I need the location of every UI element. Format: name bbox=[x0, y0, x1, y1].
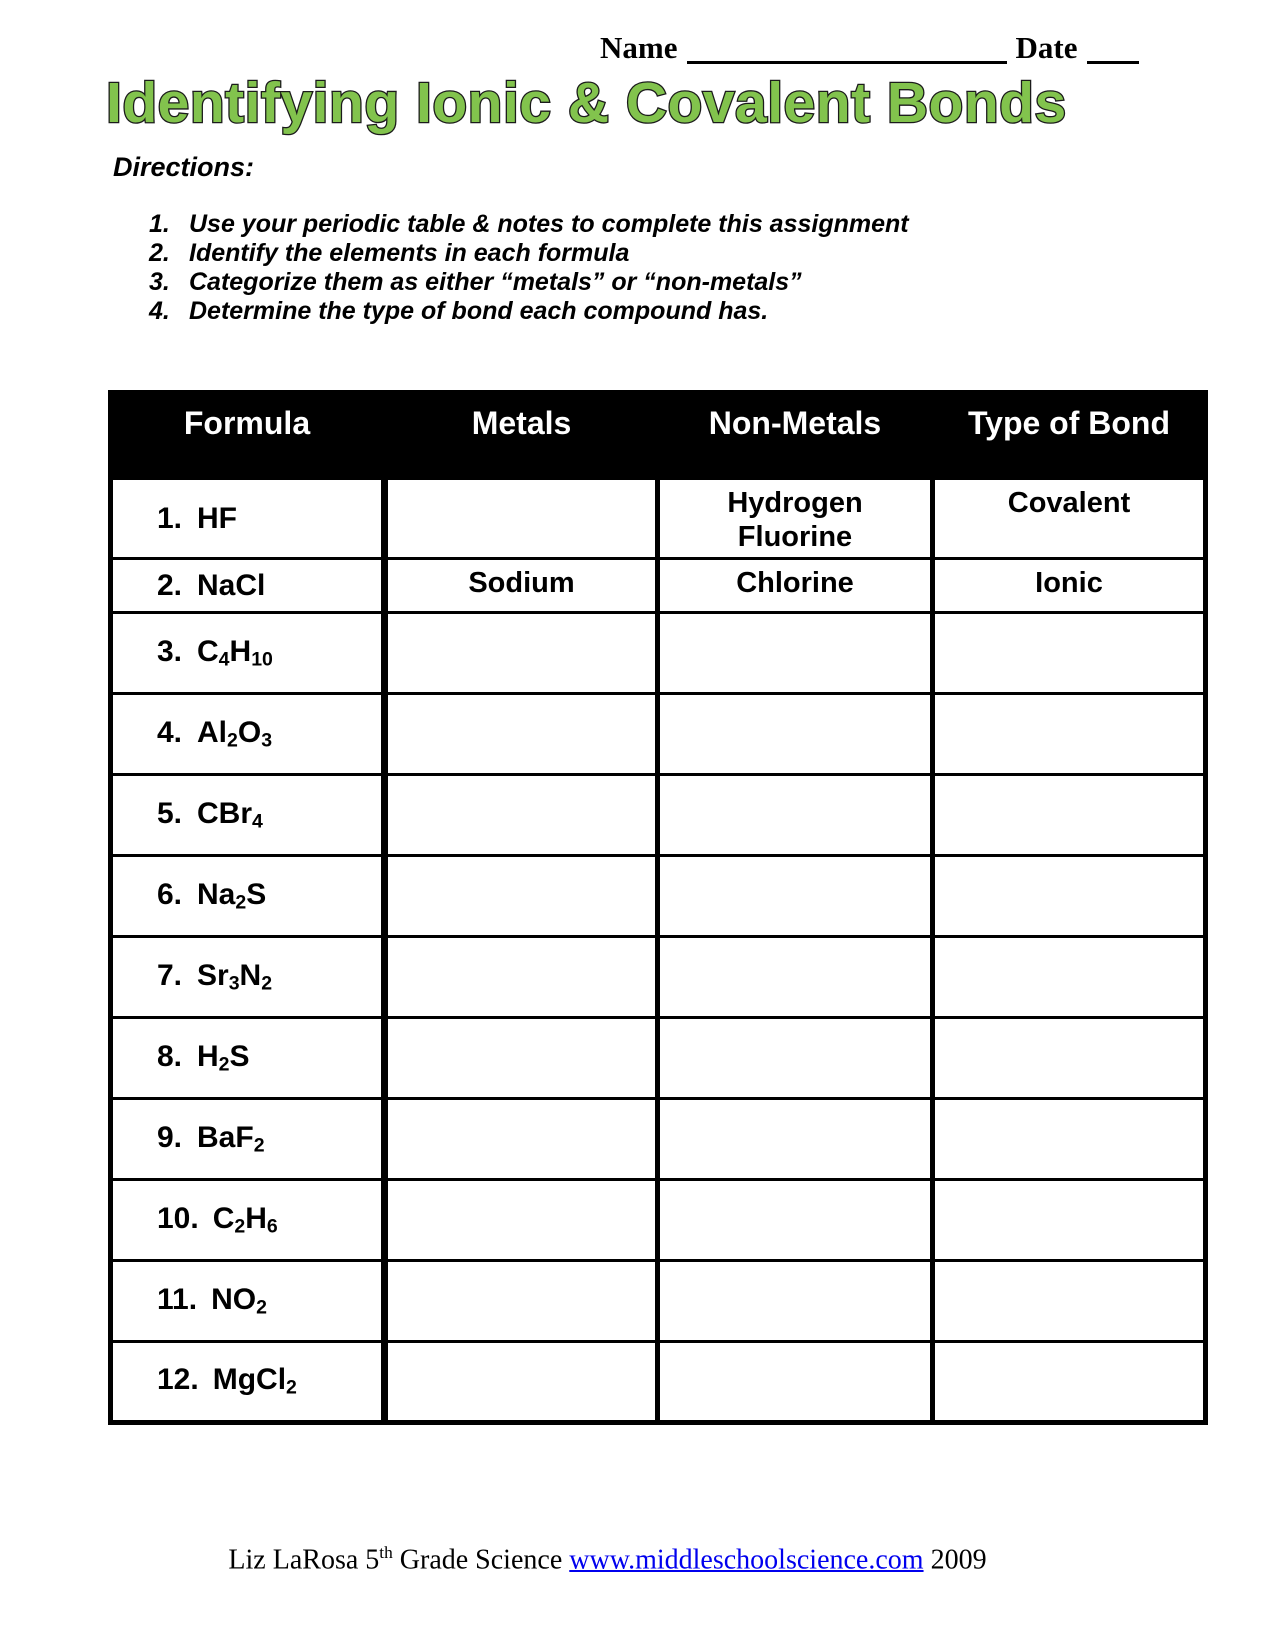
formula-cell bbox=[111, 1018, 385, 1099]
type-of-bond-cell bbox=[933, 1342, 1206, 1423]
formula-text bbox=[197, 877, 267, 914]
direction-item bbox=[149, 297, 909, 326]
formula-text bbox=[197, 502, 237, 535]
formula-subscript: 10 bbox=[251, 648, 273, 671]
table-header-row bbox=[111, 393, 1206, 479]
formula-text bbox=[212, 1201, 278, 1238]
col-header-type-of-bond: Type of Bond bbox=[933, 393, 1206, 479]
formula-cell bbox=[111, 613, 385, 694]
formula-text bbox=[197, 958, 273, 995]
formula-symbol: O bbox=[237, 715, 262, 749]
formula-subscript: 4 bbox=[252, 810, 263, 833]
formula-subscript: 2 bbox=[286, 1376, 297, 1399]
non-metals-cell bbox=[658, 1180, 933, 1261]
type-of-bond-cell bbox=[933, 856, 1206, 937]
formula-symbol: H bbox=[229, 634, 252, 668]
formula-symbol: Al bbox=[197, 715, 227, 749]
formula-symbol: Na bbox=[197, 877, 236, 911]
formula-subscript: 6 bbox=[266, 1215, 278, 1238]
directions-heading: Directions: bbox=[113, 152, 255, 182]
table-row bbox=[111, 1018, 1206, 1099]
table-row bbox=[111, 694, 1206, 775]
direction-text: Determine the type of bond each compound has. bbox=[189, 297, 769, 325]
footer-author: Liz LaRosa 5 bbox=[228, 1544, 380, 1576]
formula-number: 3. bbox=[157, 634, 183, 668]
metals-cell bbox=[385, 937, 658, 1018]
formula-cell bbox=[111, 775, 385, 856]
name-blank-line bbox=[687, 61, 1007, 64]
formula-cell bbox=[111, 694, 385, 775]
table-row bbox=[111, 1180, 1206, 1261]
formula-number: 4. bbox=[157, 715, 183, 749]
formula-cell bbox=[111, 1099, 385, 1180]
formula-text bbox=[197, 634, 273, 671]
footer-ordinal: th bbox=[379, 1543, 393, 1562]
formula-symbol: H bbox=[245, 1201, 267, 1235]
formula-number: 1. bbox=[157, 501, 183, 535]
formula-symbol: BaF bbox=[197, 1120, 254, 1154]
formula-text bbox=[197, 569, 265, 602]
type-of-bond-cell bbox=[933, 613, 1206, 694]
non-metals-cell bbox=[658, 559, 933, 613]
formula-text bbox=[211, 1282, 267, 1319]
non-metals-cell bbox=[658, 1261, 933, 1342]
formula-subscript: 2 bbox=[235, 891, 247, 914]
footer-credit bbox=[0, 1543, 1215, 1576]
table-row bbox=[111, 479, 1206, 559]
footer-course: Grade Science bbox=[392, 1544, 570, 1576]
formula-number: 5. bbox=[157, 796, 183, 830]
metals-cell bbox=[385, 1180, 658, 1261]
col-header-non-metals: Non-Metals bbox=[658, 393, 933, 479]
direction-item bbox=[149, 268, 909, 297]
type-of-bond-cell bbox=[933, 479, 1206, 559]
non-metals-cell bbox=[658, 694, 933, 775]
formula-text bbox=[212, 1363, 297, 1399]
formula-cell bbox=[111, 856, 385, 937]
non-metals-cell bbox=[658, 1342, 933, 1423]
formula-subscript: 3 bbox=[228, 972, 240, 995]
formula-cell bbox=[111, 1342, 385, 1423]
formula-number: 6. bbox=[157, 877, 183, 911]
table-row bbox=[111, 559, 1206, 613]
type-of-bond-cell bbox=[933, 775, 1206, 856]
formula-symbol: HF bbox=[197, 501, 237, 535]
answer-text: Sodium bbox=[468, 567, 575, 599]
table-row bbox=[111, 937, 1206, 1018]
metals-cell bbox=[385, 694, 658, 775]
type-of-bond-cell bbox=[933, 694, 1206, 775]
formula-number: 12. bbox=[157, 1363, 199, 1397]
date-blank-line bbox=[1087, 61, 1139, 64]
answer-text: Chlorine bbox=[736, 567, 854, 599]
type-of-bond-cell bbox=[933, 937, 1206, 1018]
answer-text: Fluorine bbox=[737, 521, 853, 553]
col-header-formula: Formula bbox=[111, 393, 385, 479]
formula-number: 11. bbox=[157, 1282, 198, 1316]
formula-cell bbox=[111, 479, 385, 559]
non-metals-cell bbox=[658, 479, 933, 559]
formula-cell bbox=[111, 559, 385, 613]
table-row bbox=[111, 613, 1206, 694]
table-row bbox=[111, 856, 1206, 937]
formula-number: 8. bbox=[157, 1039, 183, 1073]
type-of-bond-cell bbox=[933, 1018, 1206, 1099]
formula-number: 2. bbox=[157, 568, 183, 602]
formula-text bbox=[197, 1120, 265, 1157]
formula-cell bbox=[111, 937, 385, 1018]
formula-symbol: Sr bbox=[197, 958, 229, 992]
type-of-bond-cell bbox=[933, 1180, 1206, 1261]
formula-text bbox=[197, 796, 263, 833]
formula-subscript: 2 bbox=[261, 972, 273, 995]
metals-cell bbox=[385, 559, 658, 613]
metals-cell bbox=[385, 1018, 658, 1099]
metals-cell bbox=[385, 1342, 658, 1423]
formula-text bbox=[197, 715, 273, 752]
direction-number: 2. bbox=[149, 239, 170, 267]
worksheet-title: Identifying Ionic & Covalent Bonds bbox=[106, 71, 1067, 135]
name-date-row bbox=[600, 30, 1139, 66]
formula-subscript: 2 bbox=[253, 1134, 265, 1157]
formula-subscript: 2 bbox=[234, 1215, 246, 1238]
metals-cell bbox=[385, 856, 658, 937]
formula-symbol: C bbox=[212, 1201, 235, 1235]
direction-text: Categorize them as either “metals” or “non-metals” bbox=[189, 268, 802, 296]
formula-subscript: 3 bbox=[261, 729, 273, 752]
directions-list bbox=[149, 210, 909, 326]
non-metals-cell bbox=[658, 1018, 933, 1099]
formula-cell bbox=[111, 1261, 385, 1342]
non-metals-cell bbox=[658, 1099, 933, 1180]
formula-symbol: MgCl bbox=[212, 1363, 287, 1397]
formula-symbol: S bbox=[246, 877, 267, 911]
metals-cell bbox=[385, 613, 658, 694]
metals-cell bbox=[385, 775, 658, 856]
formula-symbol: S bbox=[229, 1039, 250, 1073]
table-row bbox=[111, 775, 1206, 856]
direction-number: 3. bbox=[149, 268, 170, 296]
non-metals-cell bbox=[658, 856, 933, 937]
formula-subscript: 2 bbox=[227, 729, 238, 752]
date-label: Date bbox=[1015, 30, 1078, 65]
formula-subscript: 2 bbox=[256, 1296, 267, 1319]
table-row bbox=[111, 1261, 1206, 1342]
formula-subscript: 4 bbox=[218, 648, 230, 671]
non-metals-cell bbox=[658, 937, 933, 1018]
direction-text: Use your periodic table & notes to complete this assignment bbox=[189, 210, 909, 238]
metals-cell bbox=[385, 1099, 658, 1180]
formula-symbol: NO bbox=[211, 1282, 257, 1316]
formula-symbol: H bbox=[197, 1039, 219, 1073]
table-row bbox=[111, 1342, 1206, 1423]
answer-text: Covalent bbox=[1007, 487, 1131, 519]
direction-number: 4. bbox=[149, 297, 170, 325]
footer-link[interactable]: www.middleschoolscience.com bbox=[569, 1544, 924, 1576]
name-label: Name bbox=[600, 30, 678, 65]
formula-text bbox=[197, 1039, 250, 1076]
type-of-bond-cell bbox=[933, 1261, 1206, 1342]
type-of-bond-cell bbox=[933, 559, 1206, 613]
bonds-table bbox=[108, 390, 1208, 1425]
table-row bbox=[111, 1099, 1206, 1180]
type-of-bond-cell bbox=[933, 1099, 1206, 1180]
formula-symbol: N bbox=[239, 958, 262, 992]
direction-text: Identify the elements in each formula bbox=[189, 239, 630, 267]
metals-cell bbox=[385, 1261, 658, 1342]
formula-number: 7. bbox=[157, 958, 183, 992]
formula-symbol: NaCl bbox=[197, 568, 266, 602]
formula-cell bbox=[111, 1180, 385, 1261]
footer-year: 2009 bbox=[923, 1544, 987, 1576]
direction-number: 1. bbox=[149, 210, 170, 238]
direction-item bbox=[149, 239, 909, 268]
non-metals-cell bbox=[658, 613, 933, 694]
non-metals-cell bbox=[658, 775, 933, 856]
answer-text: Hydrogen bbox=[727, 487, 863, 519]
formula-symbol: C bbox=[197, 634, 219, 668]
formula-subscript: 2 bbox=[218, 1053, 230, 1076]
formula-number: 9. bbox=[157, 1120, 183, 1154]
formula-symbol: CBr bbox=[197, 796, 253, 830]
formula-number: 10. bbox=[157, 1201, 199, 1235]
directions-section bbox=[113, 152, 909, 326]
metals-cell bbox=[385, 479, 658, 559]
answer-text: Ionic bbox=[1035, 567, 1103, 599]
direction-item bbox=[149, 210, 909, 239]
col-header-metals: Metals bbox=[385, 393, 658, 479]
